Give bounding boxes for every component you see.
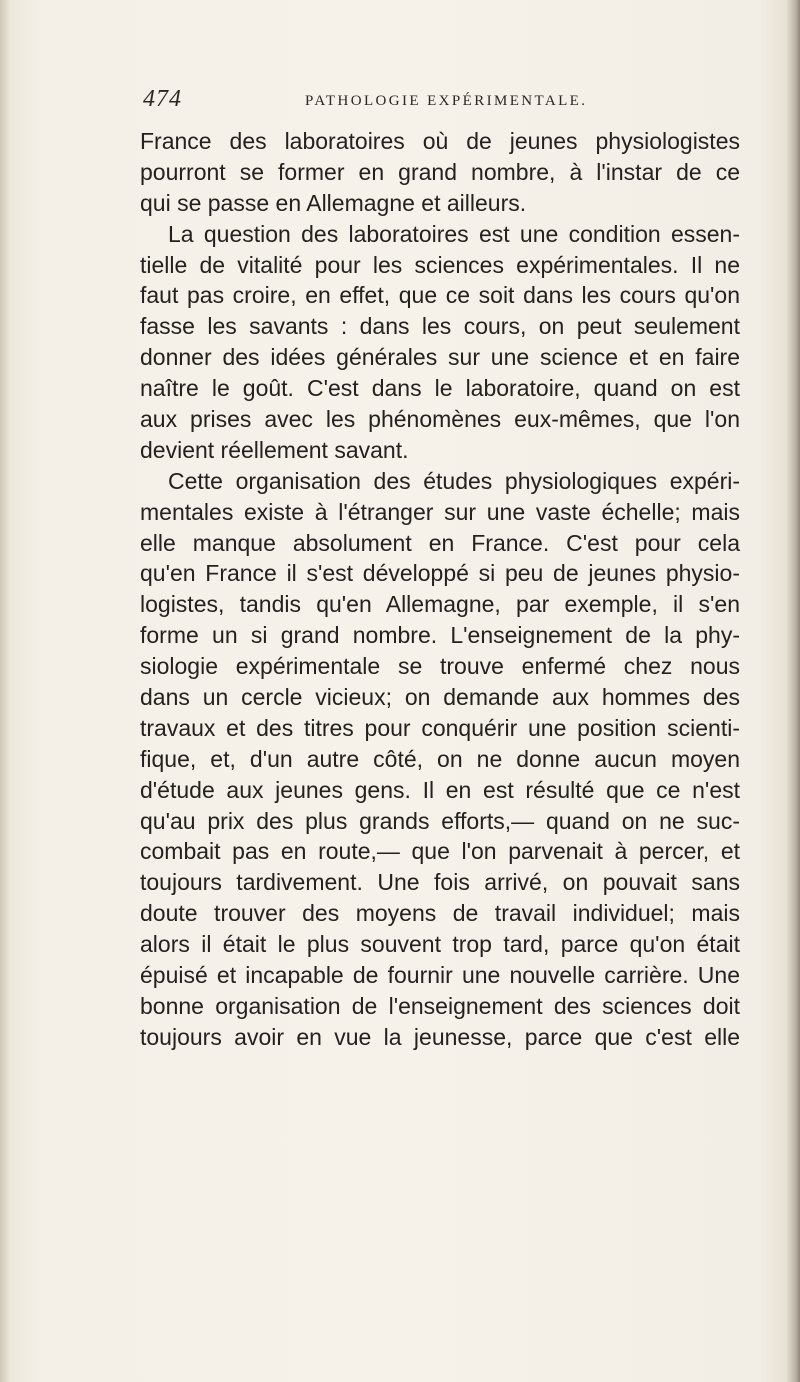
- text-line: toujours tardivement. Une fois arrivé, on pouvait sans: [140, 869, 740, 896]
- page-header: [143, 86, 743, 126]
- text-line: qu'au prix des plus grands efforts,— quand on ne suc-: [140, 807, 740, 834]
- page-number: 474: [143, 86, 182, 112]
- text-line: fique, et, d'un autre côté, on ne donne aucun moyen: [140, 745, 740, 772]
- text-line: devient réellement savant.: [140, 436, 409, 463]
- text-line: siologie expérimentale se trouve enfermé chez nous: [140, 653, 740, 680]
- text-line: dans un cercle vicieux; on demande aux hommes des: [140, 684, 740, 711]
- text-line: aux prises avec les phénomènes eux-mêmes, que l'on: [140, 406, 740, 433]
- text-line: épuisé et incapable de fournir une nouvelle carrière. Une: [140, 962, 740, 989]
- page-left-shadow: [0, 0, 10, 1382]
- text-line: France des laboratoires où de jeunes physiologistes: [140, 128, 740, 154]
- text-line: pourront se former en grand nombre, à l'instar de ce: [140, 158, 740, 185]
- text-line: tielle de vitalité pour les sciences expérimentales. Il ne: [140, 251, 740, 278]
- text-line: qu'en France il s'est développé si peu de jeunes physio-: [140, 560, 740, 587]
- text-line: Cette organisation des études physiologiques expéri-: [168, 467, 740, 494]
- text-line: fasse les savants : dans les cours, on peut seulement: [140, 313, 740, 340]
- text-line: bonne organisation de l'enseignement des sciences doit: [140, 992, 740, 1019]
- text-line: logistes, tandis qu'en Allemagne, par exemple, il s'en: [140, 591, 740, 618]
- text-line: faut pas croire, en effet, que ce soit dans les cours qu'on: [140, 282, 740, 309]
- text-line: forme un si grand nombre. L'enseignement de la phy-: [140, 622, 740, 649]
- text-line: toujours avoir en vue la jeunesse, parce que c'est elle: [140, 1023, 740, 1050]
- text-line: mentales existe à l'étranger sur une vaste échelle; mais: [140, 498, 740, 525]
- text-line: combait pas en route,— que l'on parvenait à percer, et: [140, 838, 740, 865]
- text-line: elle manque absolument en France. C'est pour cela: [140, 529, 740, 556]
- text-line: alors il était le plus souvent trop tard, parce qu'on était: [140, 931, 740, 958]
- page-right-edge: [786, 0, 800, 1382]
- text-line: La question des laboratoires est une condition essen-: [168, 220, 740, 247]
- running-title: PATHOLOGIE EXPÉRIMENTALE.: [305, 93, 588, 109]
- text-line: travaux et des titres pour conquérir une position scienti-: [140, 714, 740, 741]
- text-line: donner des idées générales sur une science et en faire: [140, 344, 740, 371]
- body-text: [140, 126, 740, 1053]
- text-line: d'étude aux jeunes gens. Il en est résulté que ce n'est: [140, 776, 740, 803]
- text-line: qui se passe en Allemagne et ailleurs.: [140, 189, 527, 216]
- text-line: doute trouver des moyens de travail individuel; mais: [140, 900, 740, 927]
- text-line: naître le goût. C'est dans le laboratoire, quand on est: [140, 375, 740, 402]
